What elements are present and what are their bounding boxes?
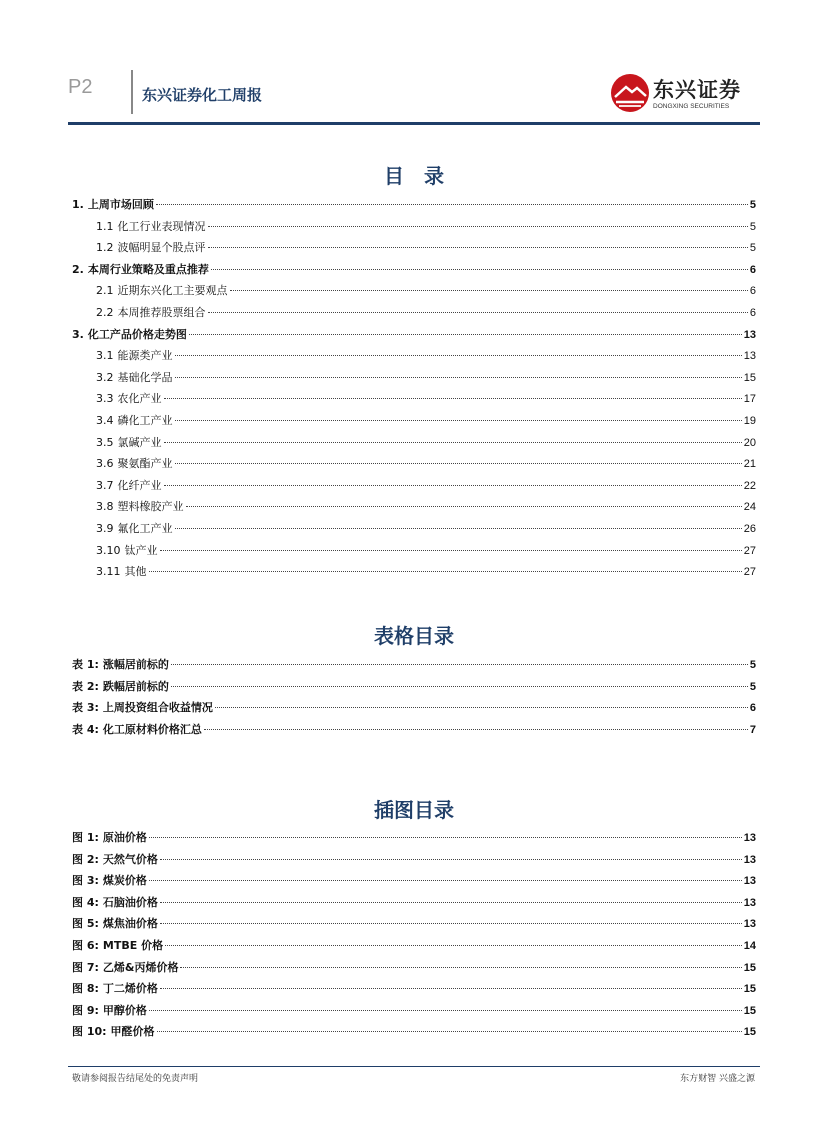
toc-entry[interactable]: 1.2 波幅明显个股点评 5 [96,241,756,255]
header-divider [131,70,133,114]
tables-list [72,656,756,742]
toc-entry[interactable]: 1. 上周市场回顾 5 [72,198,756,211]
table-entry[interactable]: 表 2: 跌幅居前标的 5 [72,679,756,693]
footer-rule [68,1066,760,1067]
toc-entry[interactable]: 3.6 聚氨酯产业 21 [96,457,756,471]
toc-entry[interactable]: 3.4 磷化工产业 19 [96,413,756,427]
table-entry[interactable]: 表 4: 化工原材料价格汇总 7 [72,722,756,736]
table-entry[interactable]: 表 1: 涨幅居前标的 5 [72,658,756,671]
figure-entry[interactable]: 图 10: 甲醛价格 15 [72,1025,756,1039]
toc-entry[interactable]: 3.9 氟化工产业 26 [96,521,756,535]
figure-entry[interactable]: 图 6: MTBE 价格 14 [72,938,756,952]
figure-entry[interactable]: 图 5: 煤焦油价格 13 [72,917,756,931]
figures-title: 插图目录 [374,798,454,822]
logo-text-cn: 东兴证券 [653,78,741,102]
toc-entry[interactable]: 2. 本周行业策略及重点推荐 6 [72,262,756,276]
figure-entry[interactable]: 图 7: 乙烯&丙烯价格 15 [72,960,756,974]
company-logo [610,73,742,113]
report-title: 东兴证券化工周报 [142,86,263,104]
toc-list [72,196,756,585]
toc-entry[interactable]: 3.3 农化产业 17 [96,392,756,406]
logo-text-en: DONGXING SECURITIES [653,103,730,110]
toc-entry[interactable]: 3.8 塑料橡胶产业 24 [96,500,756,514]
tables-title: 表格目录 [374,624,454,648]
figure-entry[interactable]: 图 9: 甲醇价格 15 [72,1003,756,1017]
toc-entry[interactable]: 3.7 化纤产业 22 [96,478,756,492]
toc-entry[interactable]: 3.2 基础化学品 15 [96,370,756,384]
footer-disclaimer: 敬请参阅报告结尾处的免责声明 [72,1074,199,1084]
toc-entry[interactable]: 2.2 本周推荐股票组合 6 [96,305,756,319]
toc-entry[interactable]: 1.1 化工行业表现情况 5 [96,219,756,233]
toc-entry[interactable]: 3.5 氯碱产业 20 [96,435,756,449]
footer-slogan: 东方财智 兴盛之源 [680,1074,755,1084]
page-number: P2 [68,76,93,98]
page-header [68,70,760,130]
figure-entry[interactable]: 图 3: 煤炭价格 13 [72,874,756,888]
toc-entry[interactable]: 2.1 近期东兴化工主要观点 6 [96,284,756,298]
table-entry[interactable]: 表 3: 上周投资组合收益情况 6 [72,701,756,715]
toc-entry[interactable]: 3.1 能源类产业 13 [96,349,756,363]
figures-list [72,829,756,1045]
toc-entry[interactable]: 3.11 其他 27 [96,565,756,579]
logo-emblem-icon [610,73,650,113]
header-rule [68,122,760,125]
toc-entry[interactable]: 3. 化工产品价格走势图 13 [72,327,756,341]
figure-entry[interactable]: 图 8: 丁二烯价格 15 [72,982,756,996]
toc-title: 目 录 [384,164,444,188]
figure-entry[interactable]: 图 4: 石脑油价格 13 [72,895,756,909]
toc-entry[interactable]: 3.10 钛产业 27 [96,543,756,557]
figure-entry[interactable]: 图 1: 原油价格 13 [72,831,756,844]
figure-entry[interactable]: 图 2: 天然气价格 13 [72,852,756,866]
